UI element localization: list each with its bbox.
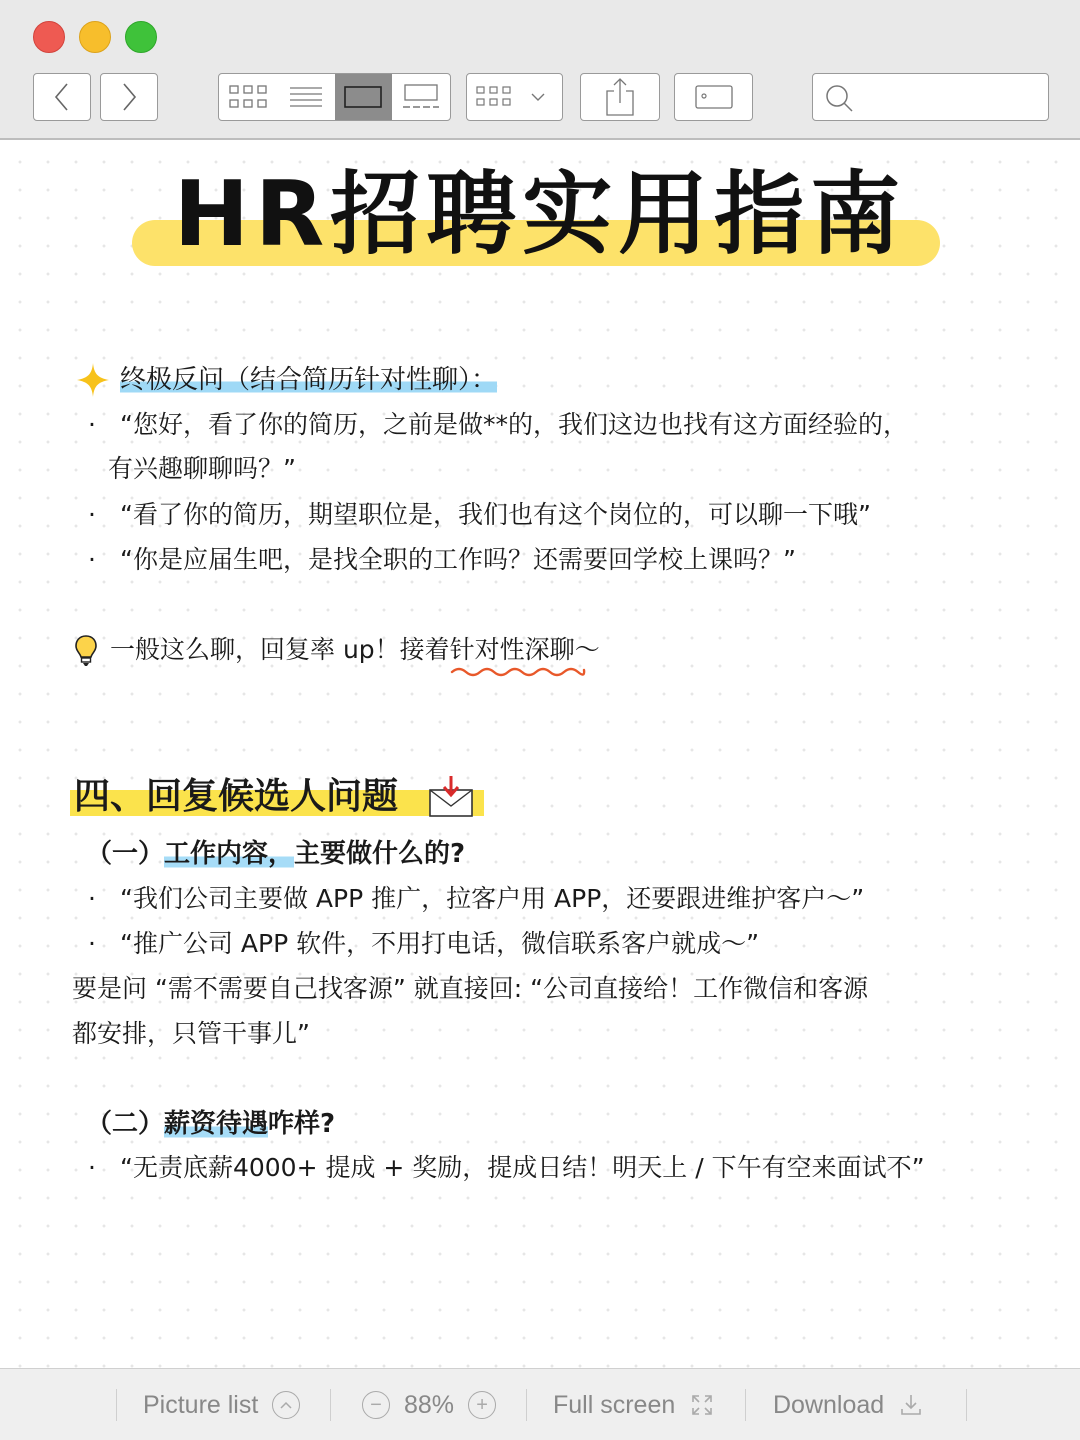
download-button[interactable]: Download	[773, 1369, 922, 1440]
zoom-controls	[362, 1369, 496, 1440]
sub2-bullet-1: “无责底薪4000+ 提成 + 奖励，提成日结！明天上 / 下午有空来面试不”	[120, 1153, 925, 1182]
search-field[interactable]	[812, 73, 1049, 121]
close-window-button[interactable]	[33, 21, 65, 53]
back-button[interactable]	[33, 73, 91, 121]
divider	[526, 1389, 527, 1421]
inbox-tray-icon	[428, 774, 474, 818]
grid-dropdown-icon	[475, 84, 555, 110]
list-icon	[289, 85, 323, 109]
list-view-button[interactable]	[277, 74, 335, 120]
full-screen-button[interactable]: Full screen	[553, 1369, 713, 1440]
window-toolbar	[0, 0, 1080, 140]
chevron-left-icon	[52, 82, 72, 112]
bullet-dot: ·	[88, 929, 96, 958]
zoom-window-button[interactable]	[125, 21, 157, 53]
view-mode-segmented-control	[218, 73, 451, 121]
minimize-window-button[interactable]	[79, 21, 111, 53]
viewer-bottom-bar	[0, 1368, 1080, 1440]
bullet-dot: ·	[88, 545, 96, 574]
divider	[330, 1389, 331, 1421]
filmstrip-view-button[interactable]	[392, 74, 450, 120]
search-input[interactable]	[861, 80, 1041, 114]
sub1-note-line-2: 都安排，只管干事儿”	[72, 1019, 310, 1048]
divider	[966, 1389, 967, 1421]
icon-grid-view-button[interactable]	[219, 74, 277, 120]
group-by-dropdown[interactable]	[466, 73, 563, 121]
divider	[745, 1389, 746, 1421]
chevron-up-icon	[272, 1391, 300, 1419]
grid-icon	[228, 84, 268, 110]
single-view-button[interactable]	[335, 74, 393, 120]
download-icon	[900, 1393, 922, 1417]
zoom-level: 88%	[404, 1390, 455, 1419]
single-view-icon	[344, 85, 382, 109]
section-ultimate-heading: 终极反问（结合简历针对性聊）：	[120, 365, 498, 395]
bullet-dot: ·	[88, 500, 96, 529]
page-title: HR招聘实用指南	[173, 162, 907, 267]
chevron-right-icon	[119, 82, 139, 112]
image-viewer-content	[0, 142, 1080, 1368]
bullet-dot: ·	[88, 410, 96, 439]
slideshow-button[interactable]	[674, 73, 753, 121]
picture-list-button[interactable]: Picture list	[143, 1369, 300, 1440]
ultimate-bullet-3: “你是应届生吧，是找全职的工作吗？还需要回学校上课吗？”	[120, 545, 796, 574]
bullet-dot: ·	[88, 884, 96, 913]
slideshow-icon	[694, 84, 734, 110]
ultimate-bullet-1: “您好，看了你的简历，之前是做**的，我们这边也找有这方面经验的，	[120, 410, 908, 439]
expand-icon	[691, 1394, 713, 1416]
subsection-two-heading: （二）薪资待遇咋样?	[86, 1109, 336, 1139]
ultimate-bullet-1-cont: 有兴趣聊聊吗？”	[108, 454, 296, 483]
share-button[interactable]	[580, 73, 660, 121]
filmstrip-icon	[402, 84, 440, 110]
section-four-heading: 四、回复候选人问题	[74, 776, 399, 817]
forward-button[interactable]	[100, 73, 158, 121]
lightbulb-icon	[74, 634, 98, 668]
tip-line: 一般这么聊，回复率 up！接着针对性深聊 ～	[110, 632, 600, 668]
tip-wavy-underlined-text: 针对性深聊	[450, 632, 575, 668]
zoom-in-icon[interactable]: +	[468, 1391, 496, 1419]
sparkle-icon	[76, 362, 110, 398]
document-title	[0, 160, 1080, 270]
sub1-bullet-2: “推广公司 APP 软件，不用打电话，微信联系客户就成～”	[120, 929, 760, 958]
sub1-note-line-1: 要是问 “需不需要自己找客源” 就直接回: “公司直接给！工作微信和客源	[72, 974, 869, 1003]
zoom-out-icon[interactable]: −	[362, 1391, 390, 1419]
sub1-bullet-1: “我们公司主要做 APP 推广，拉客户用 APP，还要跟进维护客户～”	[120, 884, 865, 913]
bullet-dot: ·	[88, 1153, 96, 1182]
search-icon	[825, 84, 855, 114]
ultimate-bullet-2: “看了你的简历，期望职位是，我们也有这个岗位的，可以聊一下哦”	[120, 500, 871, 529]
wavy-underline	[450, 666, 586, 678]
subsection-one-heading: （一）工作内容，主要做什么的?	[86, 839, 466, 869]
share-icon	[605, 77, 635, 117]
divider	[116, 1389, 117, 1421]
